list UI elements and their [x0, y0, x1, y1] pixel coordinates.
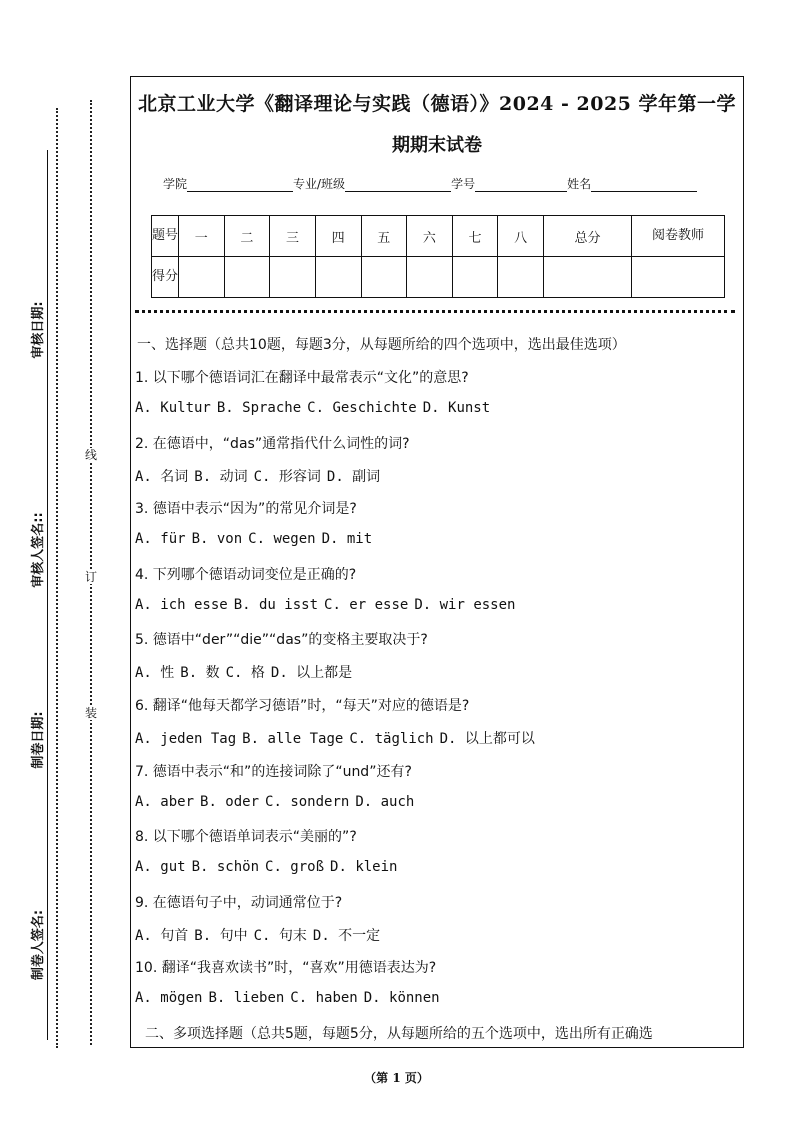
student-id-label: 学号 — [451, 177, 476, 191]
header-separator — [135, 310, 735, 313]
option-choice[interactable]: D. 副词 — [326, 468, 381, 485]
option-choice[interactable]: D. klein — [330, 859, 398, 876]
option-choice[interactable]: D. wir essen — [414, 596, 516, 613]
option-choice[interactable]: A. Kultur — [135, 400, 211, 416]
option-choice[interactable]: C. sondern — [265, 793, 350, 810]
option-choice[interactable]: A. 性 — [135, 665, 175, 682]
question-options — [135, 662, 358, 682]
score-cell[interactable] — [498, 257, 544, 298]
question-text: 4. 下列哪个德语动词变位是正确的? — [135, 566, 357, 583]
paper-maker-signature-label: 制卷人签名: — [30, 909, 46, 981]
option-choice[interactable]: B. oder — [200, 793, 260, 810]
score-cell[interactable] — [632, 257, 725, 298]
option-choice[interactable]: B. schön — [191, 859, 260, 876]
question-text: 8. 以下哪个德语单词表示“美丽的”? — [135, 829, 357, 846]
score-col-6: 六 — [407, 216, 453, 257]
college-label: 学院 — [163, 177, 188, 191]
question-text: 9. 在德语句子中，动词通常位于? — [135, 894, 343, 911]
score-cell[interactable] — [315, 257, 361, 298]
question-options — [135, 794, 420, 810]
option-choice[interactable]: B. Sprache — [216, 400, 302, 416]
option-choice[interactable]: C. haben — [290, 990, 358, 1007]
reviewer-signature-label: 审核人签名:: — [30, 512, 46, 588]
question-text: 7. 德语中表示“和”的连接词除了“und”还有? — [135, 763, 412, 780]
option-choice[interactable]: D. auch — [355, 793, 415, 810]
score-col-total: 总分 — [544, 216, 632, 257]
option-choice[interactable]: A. mögen — [135, 990, 203, 1007]
question-options — [135, 597, 521, 613]
score-col-1: 一 — [179, 216, 225, 257]
name-blank[interactable] — [591, 179, 697, 192]
seal-char-staple: 订 — [84, 570, 97, 584]
page-number: （第 1 页） — [364, 1071, 429, 1085]
question-text: 1. 以下哪个德语词汇在翻译中最常表示“文化”的意思? — [135, 370, 469, 386]
seal-char-line: 线 — [84, 448, 97, 462]
college-blank[interactable] — [187, 179, 293, 192]
option-choice[interactable]: D. 以上都是 — [270, 665, 353, 682]
seal-char-bind: 装 — [84, 706, 97, 720]
score-col-4: 四 — [315, 216, 361, 257]
option-choice[interactable]: B. 句中 — [194, 927, 248, 944]
paper-date-label: 制卷日期: — [30, 711, 46, 769]
option-choice[interactable]: B. 动词 — [194, 468, 248, 485]
option-choice[interactable]: D. mit — [321, 531, 373, 548]
option-choice[interactable]: C. Geschichte — [307, 400, 417, 416]
major-class-blank[interactable] — [345, 179, 451, 192]
option-choice[interactable]: D. 不一定 — [312, 927, 381, 944]
option-choice[interactable]: B. du isst — [233, 596, 319, 613]
margin-dotted-line — [56, 108, 58, 1048]
score-cell[interactable] — [407, 257, 453, 298]
score-cell[interactable] — [224, 257, 270, 298]
section1-heading: 一、选择题（总共10题，每题3分，从每题所给的四个选项中，选出最佳选项） — [137, 337, 626, 353]
score-col-2: 二 — [224, 216, 270, 257]
review-date-label: 审核日期: — [30, 301, 46, 359]
question-options — [135, 728, 541, 748]
question-options — [135, 859, 403, 875]
option-choice[interactable]: A. gut — [135, 859, 186, 876]
score-cell[interactable] — [361, 257, 407, 298]
question-options — [135, 466, 386, 486]
option-choice[interactable]: A. 名词 — [135, 468, 189, 485]
question-number-header: 题号 — [152, 216, 179, 257]
student-info-line — [163, 175, 697, 192]
option-choice[interactable]: D. können — [363, 990, 440, 1007]
option-choice[interactable]: A. jeden Tag — [135, 731, 237, 747]
score-cell[interactable] — [270, 257, 316, 298]
score-col-7: 七 — [452, 216, 498, 257]
option-choice[interactable]: D. Kunst — [422, 400, 491, 416]
score-cell[interactable] — [544, 257, 632, 298]
score-col-grader: 阅卷教师 — [632, 216, 725, 257]
question-options — [135, 925, 386, 945]
score-cell[interactable] — [179, 257, 225, 298]
student-id-blank[interactable] — [475, 179, 567, 192]
score-table-score-row — [152, 257, 725, 298]
score-row-header: 得分 — [152, 257, 179, 298]
question-text: 3. 德语中表示“因为”的常见介词是? — [135, 501, 357, 518]
exam-subtitle: 期期末试卷 — [392, 135, 482, 156]
question-options — [135, 990, 446, 1006]
option-choice[interactable]: A. 句首 — [135, 927, 189, 944]
score-col-5: 五 — [361, 216, 407, 257]
option-choice[interactable]: C. er esse — [324, 596, 409, 613]
option-choice[interactable]: B. von — [191, 531, 243, 548]
option-choice[interactable]: C. 格 — [225, 665, 265, 682]
score-table — [151, 215, 725, 298]
option-choice[interactable]: C. 形容词 — [253, 468, 321, 485]
option-choice[interactable]: B. alle Tage — [242, 731, 344, 747]
option-choice[interactable]: B. lieben — [208, 990, 285, 1007]
option-choice[interactable]: A. aber — [135, 793, 195, 810]
exam-title: 北京工业大学《翻译理论与实践（德语）》2024 - 2025 学年第一学 — [138, 93, 736, 115]
option-choice[interactable]: C. 句末 — [253, 927, 307, 944]
score-cell[interactable] — [452, 257, 498, 298]
score-col-8: 八 — [498, 216, 544, 257]
option-choice[interactable]: C. groß — [265, 859, 325, 876]
score-col-3: 三 — [270, 216, 316, 257]
question-text: 5. 德语中“der”“die”“das”的变格主要取决于? — [135, 632, 428, 649]
option-choice[interactable]: B. 数 — [180, 665, 220, 682]
score-table-header-row — [152, 216, 725, 257]
option-choice[interactable]: C. wegen — [248, 531, 316, 548]
question-options — [135, 400, 496, 416]
option-choice[interactable]: A. für — [135, 531, 186, 548]
exam-frame — [130, 76, 744, 1048]
question-text: 10. 翻译“我喜欢读书”时，“喜欢”用德语表达为? — [135, 960, 437, 977]
major-class-label: 专业/班级 — [293, 177, 346, 191]
option-choice[interactable]: A. ich esse — [135, 596, 228, 613]
question-options — [135, 531, 378, 547]
margin-divider-line — [47, 150, 48, 1040]
section2-heading: 二、多项选择题（总共5题，每题5分，从每题所给的五个选项中，选出所有正确选 — [145, 1026, 653, 1042]
question-text: 2. 在德语中，“das”通常指代什么词性的词? — [135, 435, 410, 452]
question-text: 6. 翻译“他每天都学习德语”时，“每天”对应的德语是? — [135, 698, 470, 714]
option-choice[interactable]: C. täglich — [349, 731, 434, 747]
name-label: 姓名 — [567, 177, 592, 191]
option-choice[interactable]: D. 以上都可以 — [439, 731, 535, 747]
